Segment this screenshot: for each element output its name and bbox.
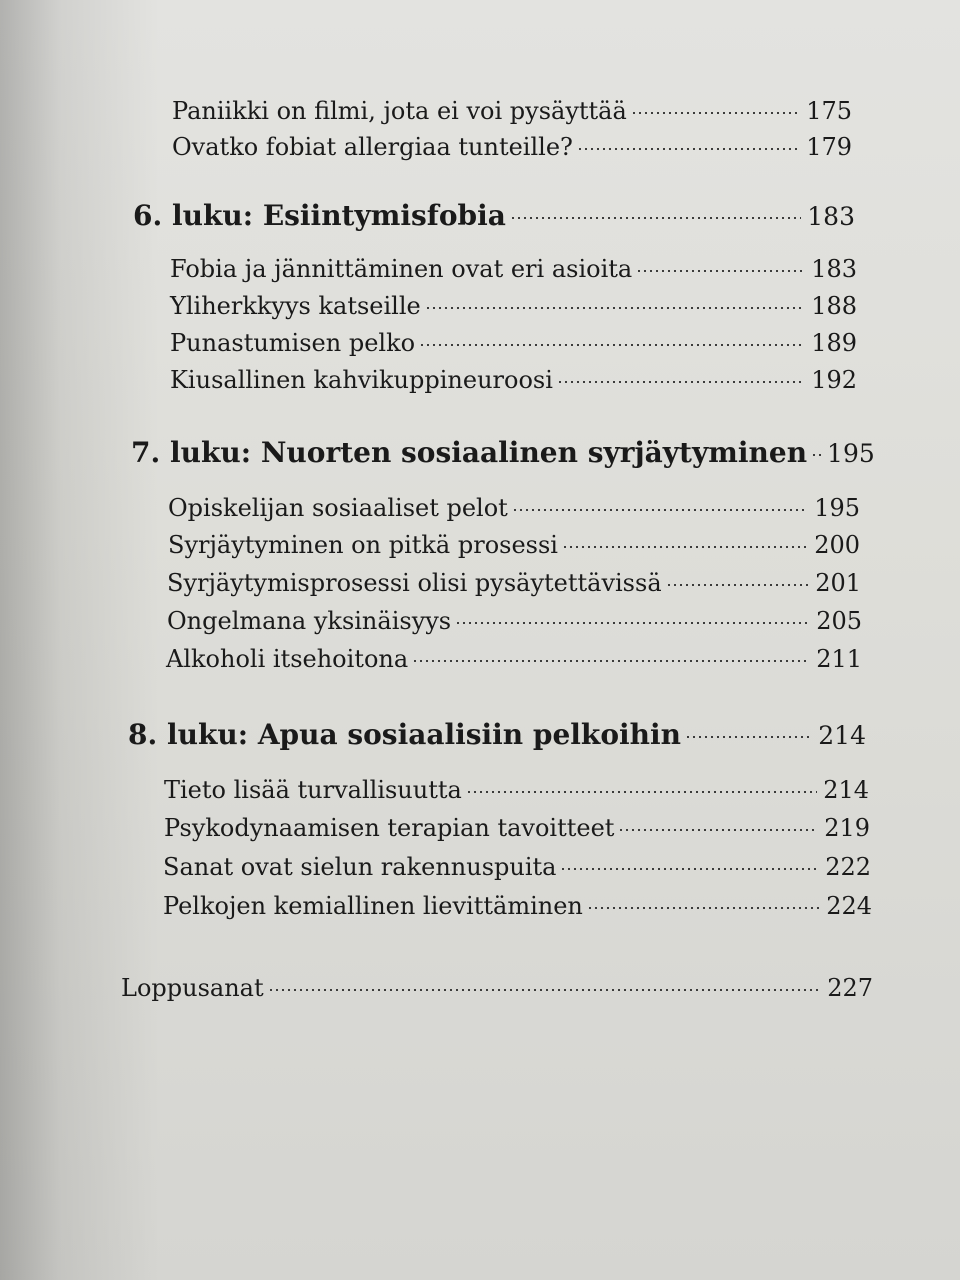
toc-entry-title: Tieto lisää turvallisuutta: [164, 776, 462, 804]
toc-entry: [172, 131, 852, 161]
dot-leader: [455, 605, 810, 629]
dot-leader: [466, 774, 817, 798]
toc-entry-page: 200: [814, 531, 860, 559]
toc-chapter-title: 6. luku: Esiintymisfobia: [133, 199, 506, 232]
toc-entry: [163, 851, 871, 881]
dot-leader: [562, 529, 808, 553]
toc-entry-title: Alkoholi itsehoitona: [166, 645, 409, 673]
toc-entry: [170, 253, 857, 283]
toc-entry-page: 227: [827, 974, 873, 1002]
toc-entry-page: 214: [823, 776, 869, 804]
dot-leader: [811, 434, 821, 462]
toc-entry-page: 222: [825, 853, 871, 881]
toc-entry-page: 224: [826, 892, 872, 920]
toc-entry-title: Kiusallinen kahvikuppineuroosi: [170, 366, 553, 394]
toc-chapter: [128, 716, 866, 751]
toc-entry: [166, 643, 862, 673]
toc-entry: [168, 492, 860, 522]
dot-leader: [557, 364, 805, 388]
toc-entry: [170, 327, 857, 357]
toc-entry-page: 188: [811, 292, 857, 320]
toc-entry-title: Punastumisen pelko: [170, 329, 416, 357]
toc-entry-page: 183: [811, 255, 857, 283]
toc-entry-title: Opiskelijan sosiaaliset pelot: [168, 494, 508, 522]
toc-entry: [167, 567, 861, 597]
dot-leader: [577, 131, 800, 155]
toc-entry-page: 192: [811, 366, 857, 394]
dot-leader: [512, 492, 808, 516]
toc-entry-title: Ongelmana yksinäisyys: [167, 607, 452, 635]
toc-entry-page: 195: [814, 494, 860, 522]
toc-entry-title: Ovatko fobiat allergiaa tunteille?: [172, 133, 573, 161]
dot-leader: [587, 890, 820, 914]
toc-entry: [164, 774, 869, 804]
toc-entry-title: Pelkojen kemiallinen lievittäminen: [163, 892, 583, 920]
toc-entry: [168, 529, 860, 559]
toc-entry-title: Yliherkkyys katseille: [170, 292, 421, 320]
dot-leader: [510, 197, 801, 225]
toc-entry-page: 189: [811, 329, 857, 357]
toc-chapter-page: 195: [827, 439, 875, 468]
toc-entry-page: 201: [815, 569, 861, 597]
toc-entry-title: Fobia ja jännittäminen ovat eri asioita: [170, 255, 633, 283]
dot-leader: [666, 567, 810, 591]
toc-entry: [172, 95, 852, 125]
toc-chapter-title: 7. luku: Nuorten sosiaalinen syrjäytyminen: [131, 436, 808, 469]
toc-entry-title: Paniikki on filmi, jota ei voi pysäyttää: [172, 97, 627, 125]
toc-chapter-title: 8. luku: Apua sosiaalisiin pelkoihin: [128, 718, 681, 751]
dot-leader: [419, 327, 805, 351]
toc-entry: [121, 972, 873, 1002]
toc-entry-title: Psykodynaamisen terapian tavoitteet: [164, 814, 615, 842]
toc-entry-title: Loppusanat: [121, 974, 264, 1002]
toc-chapter: [131, 434, 875, 469]
dot-leader: [560, 851, 819, 875]
toc-chapter: [133, 197, 855, 232]
toc-entry: [164, 812, 870, 842]
toc-entry: [163, 890, 872, 920]
toc-entry-page: 179: [806, 133, 852, 161]
toc-chapter-page: 183: [807, 202, 855, 231]
dot-leader: [425, 290, 805, 314]
toc-entry-title: Sanat ovat sielun rakennuspuita: [163, 853, 557, 881]
toc-entry-page: 219: [824, 814, 870, 842]
toc-entry-page: 205: [816, 607, 862, 635]
dot-leader: [636, 253, 805, 277]
toc-entry: [167, 605, 862, 635]
toc-entry: [170, 290, 857, 320]
toc-entry-page: 175: [806, 97, 852, 125]
dot-leader: [412, 643, 810, 667]
toc-entry-title: Syrjäytymisprosessi olisi pysäytettävissä: [167, 569, 662, 597]
toc-entry: [170, 364, 857, 394]
toc-entry-page: 211: [816, 645, 862, 673]
toc-chapter-page: 214: [818, 721, 866, 750]
dot-leader: [631, 95, 800, 119]
dot-leader: [685, 716, 812, 744]
toc-entry-title: Syrjäytyminen on pitkä prosessi: [168, 531, 558, 559]
dot-leader: [268, 972, 822, 996]
dot-leader: [618, 812, 818, 836]
